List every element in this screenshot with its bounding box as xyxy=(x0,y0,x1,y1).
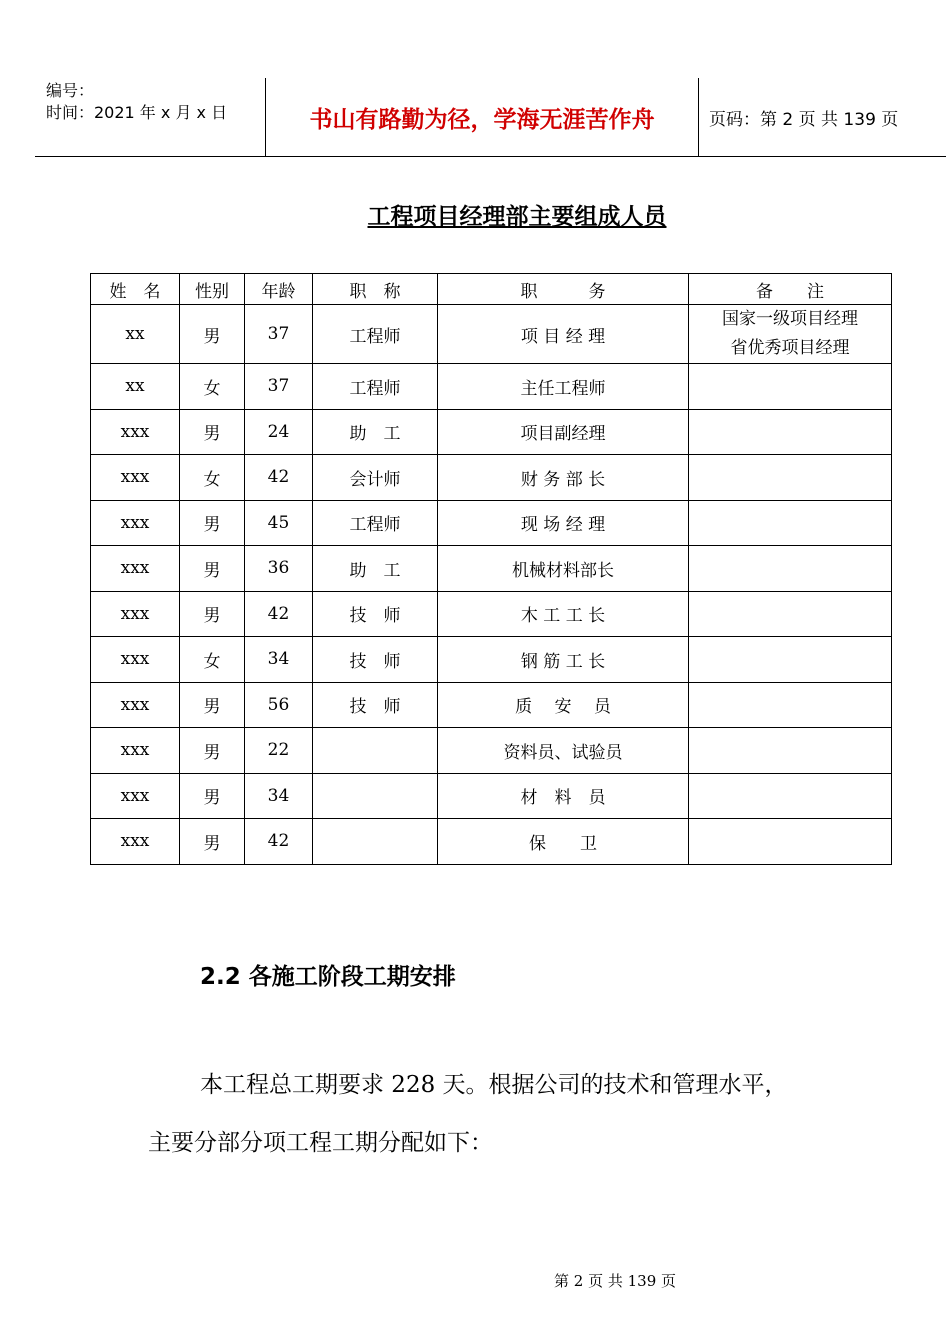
cell-age: 42 xyxy=(245,819,313,865)
table-row xyxy=(91,682,892,728)
cell-title: 工程师 xyxy=(313,364,438,410)
cell-title: 技 师 xyxy=(313,591,438,637)
cell-title: 技 师 xyxy=(313,682,438,728)
cell-position: 木 工 工 长 xyxy=(438,591,689,637)
cell-gender: 男 xyxy=(180,546,245,592)
cell-title xyxy=(313,728,438,774)
cell-position: 财 务 部 长 xyxy=(438,455,689,501)
cell-gender: 男 xyxy=(180,409,245,455)
cell-name: xxx xyxy=(91,773,180,819)
document-title: 工程项目经理部主要组成人员 xyxy=(367,204,667,230)
cell-remarks xyxy=(689,819,892,865)
cell-position: 项目副经理 xyxy=(438,409,689,455)
section-heading: 2.2 各施工阶段工期安排 xyxy=(200,964,456,990)
cell-gender: 男 xyxy=(180,682,245,728)
paragraph-line-1: 本工程总工期要求 228 天。根据公司的技术和管理水平， xyxy=(200,1072,788,1098)
header-meta xyxy=(35,78,266,156)
cell-age: 45 xyxy=(245,500,313,546)
cell-title: 会计师 xyxy=(313,455,438,501)
table-row xyxy=(91,591,892,637)
cell-name: xx xyxy=(91,305,180,364)
cell-age: 22 xyxy=(245,728,313,774)
table-row xyxy=(91,500,892,546)
date-label: 时间：2021 年 x 月 x 日 xyxy=(46,103,228,122)
cell-title xyxy=(313,819,438,865)
cell-remarks xyxy=(689,364,892,410)
col-header-remarks: 备 注 xyxy=(689,274,892,305)
col-header-gender: 性别 xyxy=(180,274,245,305)
cell-age: 42 xyxy=(245,455,313,501)
cell-remarks xyxy=(689,682,892,728)
paragraph-line-2: 主要分部分项工程工期分配如下： xyxy=(148,1130,493,1156)
cell-position: 主任工程师 xyxy=(438,364,689,410)
cell-title: 助 工 xyxy=(313,546,438,592)
cell-age: 24 xyxy=(245,409,313,455)
table-row xyxy=(91,637,892,683)
cell-gender: 女 xyxy=(180,364,245,410)
cell-name: xxx xyxy=(91,591,180,637)
cell-gender: 男 xyxy=(180,305,245,364)
cell-name: xxx xyxy=(91,409,180,455)
cell-remarks xyxy=(689,591,892,637)
cell-title: 工程师 xyxy=(313,500,438,546)
table-body xyxy=(91,305,892,865)
cell-age: 34 xyxy=(245,773,313,819)
table-row xyxy=(91,305,892,364)
cell-name: xxx xyxy=(91,637,180,683)
col-header-name: 姓 名 xyxy=(91,274,180,305)
table-row xyxy=(91,546,892,592)
cell-position: 机械材料部长 xyxy=(438,546,689,592)
cell-age: 37 xyxy=(245,364,313,410)
cell-age: 42 xyxy=(245,591,313,637)
cell-remarks xyxy=(689,305,892,364)
cell-age: 34 xyxy=(245,637,313,683)
cell-gender: 男 xyxy=(180,773,245,819)
cell-position: 质 安 员 xyxy=(438,682,689,728)
cell-position: 材 料 员 xyxy=(438,773,689,819)
cell-age: 56 xyxy=(245,682,313,728)
cell-remarks xyxy=(689,455,892,501)
header-motto: 书山有路勤为径，学海无涯苦作舟 xyxy=(266,78,699,156)
cell-name: xxx xyxy=(91,455,180,501)
cell-position: 保 卫 xyxy=(438,819,689,865)
cell-title xyxy=(313,773,438,819)
cell-remarks xyxy=(689,409,892,455)
cell-gender: 女 xyxy=(180,637,245,683)
cell-position: 现 场 经 理 xyxy=(438,500,689,546)
cell-gender: 女 xyxy=(180,455,245,501)
cell-name: xxx xyxy=(91,819,180,865)
page-footer: 第 2 页 共 139 页 xyxy=(554,1272,677,1290)
page-header xyxy=(35,78,946,157)
table-header-row xyxy=(91,274,892,305)
cell-remarks xyxy=(689,637,892,683)
cell-name: xxx xyxy=(91,500,180,546)
cell-age: 36 xyxy=(245,546,313,592)
cell-remarks xyxy=(689,773,892,819)
number-label: 编号： xyxy=(46,81,95,100)
cell-remarks xyxy=(689,500,892,546)
remarks-line: 国家一级项目经理 xyxy=(722,309,858,329)
cell-title: 技 师 xyxy=(313,637,438,683)
cell-name: xxx xyxy=(91,682,180,728)
cell-name: xx xyxy=(91,364,180,410)
cell-age: 37 xyxy=(245,305,313,364)
table-row xyxy=(91,455,892,501)
cell-position: 钢 筋 工 长 xyxy=(438,637,689,683)
cell-gender: 男 xyxy=(180,728,245,774)
cell-remarks xyxy=(689,546,892,592)
table-row xyxy=(91,409,892,455)
cell-position: 项 目 经 理 xyxy=(438,305,689,364)
header-page-number: 页码：第 2 页 共 139 页 xyxy=(709,109,899,130)
table-row xyxy=(91,364,892,410)
cell-title: 工程师 xyxy=(313,305,438,364)
cell-gender: 男 xyxy=(180,591,245,637)
col-header-position: 职 务 xyxy=(438,274,689,305)
cell-gender: 男 xyxy=(180,819,245,865)
cell-title: 助 工 xyxy=(313,409,438,455)
table-row xyxy=(91,773,892,819)
staff-table xyxy=(90,273,892,865)
col-header-title: 职 称 xyxy=(313,274,438,305)
col-header-age: 年龄 xyxy=(245,274,313,305)
cell-name: xxx xyxy=(91,546,180,592)
cell-gender: 男 xyxy=(180,500,245,546)
cell-remarks xyxy=(689,728,892,774)
cell-name: xxx xyxy=(91,728,180,774)
table-row xyxy=(91,819,892,865)
cell-position: 资料员、试验员 xyxy=(438,728,689,774)
remarks-line: 省优秀项目经理 xyxy=(730,338,850,358)
table-row xyxy=(91,728,892,774)
